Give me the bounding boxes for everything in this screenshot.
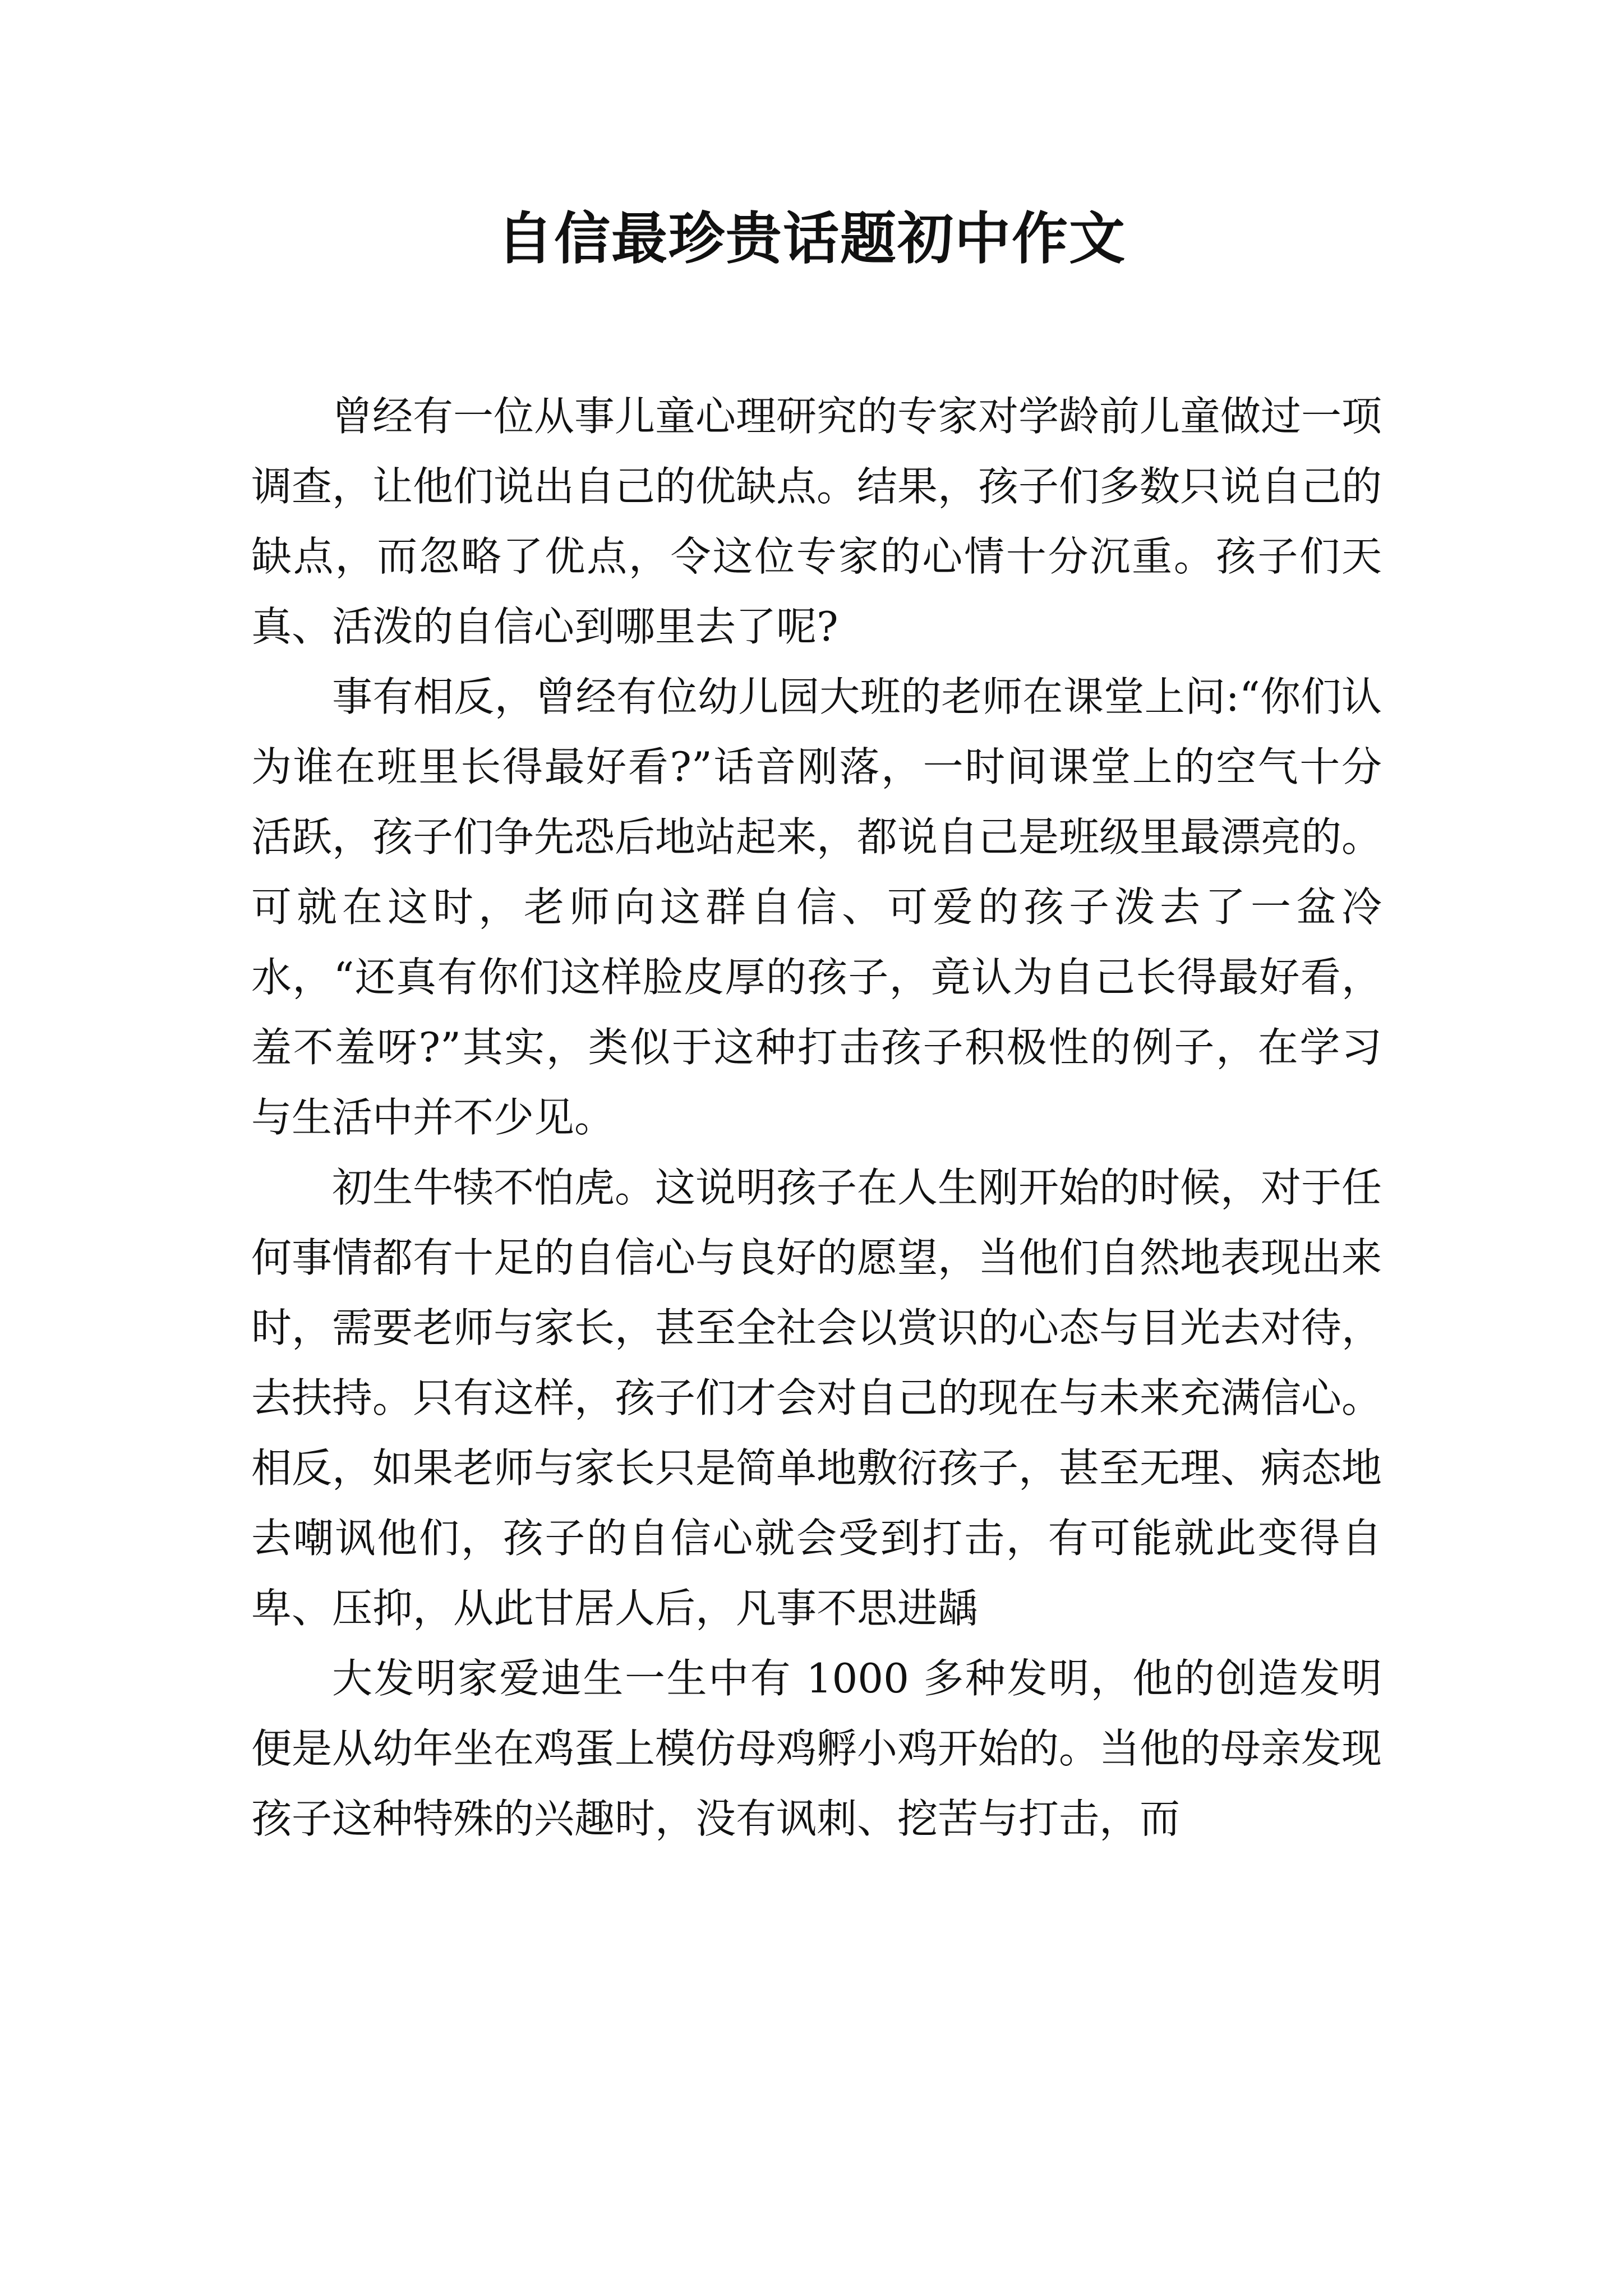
paragraph: 大发明家爱迪生一生中有 1000 多种发明，他的创造发明便是从幼年坐在鸡蛋上模仿母鸡孵小鸡开始的。当他的母亲发现孩子这种特殊的兴趣时，没有讽刺、挖苦与打击，而	[251, 1655, 1382, 1842]
document-body	[251, 381, 1382, 1854]
paragraph: 初生牛犊不怕虎。这说明孩子在人生刚开始的时候，对于任何事情都有十足的自信心与良好的愿望，当他们自然地表现出来时，需要老师与家长，甚至全社会以赏识的心态与目光去对待，去扶持。只有这样，孩子们才会对自己的现在与未来充满信心。相反，如果老师与家长只是简单地敷衍孩子，甚至无理、病态地去嘲讽他们，孩子的自信心就会受到打击，有可能就此变得自卑、压抑，从此甘居人后，凡事不思进龋	[251, 1164, 1382, 1632]
document-title: 自信最珍贵话题初中作文	[497, 205, 1126, 272]
paragraph: 曾经有一位从事儿童心理研究的专家对学龄前儿童做过一项调查，让他们说出自己的优缺点。结果，孩子们多数只说自己的缺点，而忽略了优点，令这位专家的心情十分沉重。孩子们天真、活泼的自信心到哪里去了呢?	[251, 393, 1382, 650]
paragraph: 事有相反，曾经有位幼儿园大班的老师在课堂上问:“你们认为谁在班里长得最好看?”话音刚落，一时间课堂上的空气十分活跃，孩子们争先恐后地站起来，都说自己是班级里最漂亮的。可就在这时，老师向这群自信、可爱的孩子泼去了一盆冷水，“还真有你们这样脸皮厚的孩子，竟认为自己长得最好看，羞不羞呀?”其实，类似于这种打击孩子积极性的例子，在学习与生活中并不少见。	[251, 673, 1382, 1141]
